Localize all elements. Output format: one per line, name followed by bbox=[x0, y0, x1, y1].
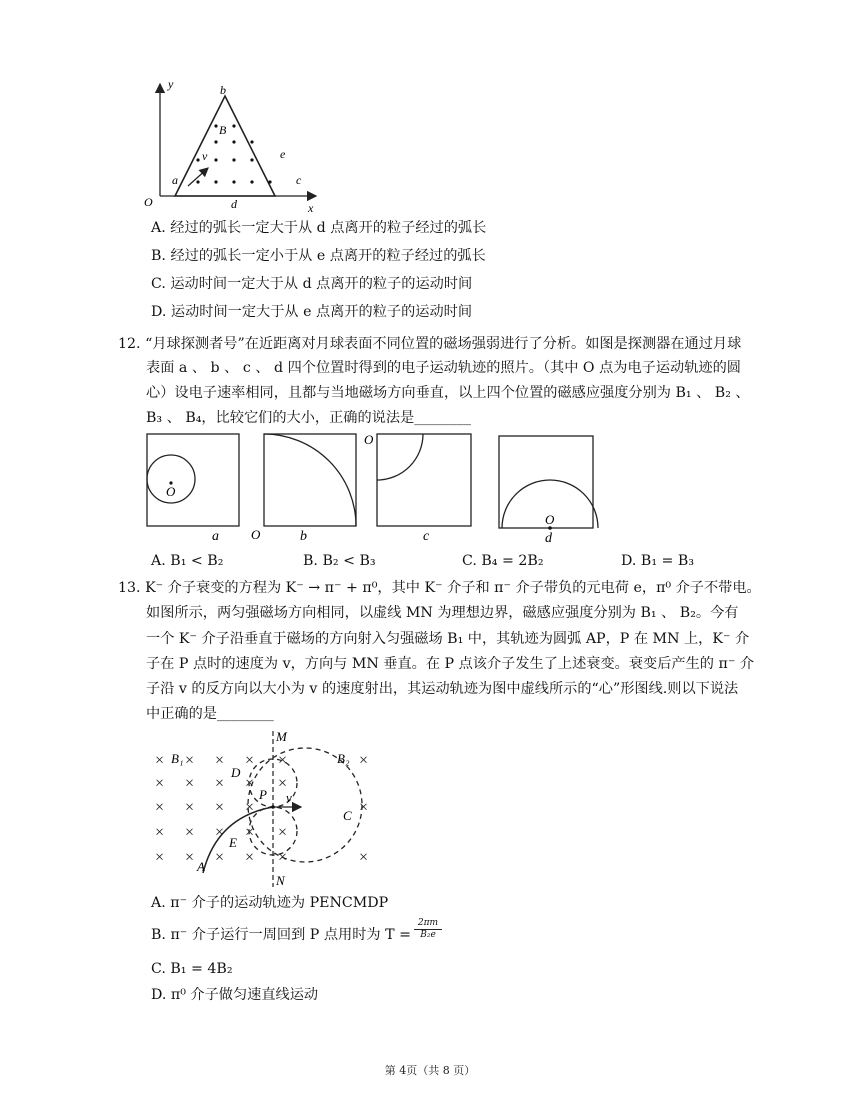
triangle-figure bbox=[140, 76, 330, 216]
svg-text:×: × bbox=[245, 775, 255, 792]
panel-c-label: c bbox=[423, 529, 430, 544]
q12-line-1: 12. “月球探测者号”在近距离对月球表面不同位置的磁场强弱进行了分析。如图是探测器在通过月球 bbox=[118, 336, 742, 352]
q13-option-b: B. π⁻ 介子运行一周回到 P 点用时为 T = bbox=[151, 927, 411, 943]
label-e: e bbox=[280, 147, 286, 161]
svg-text:O: O bbox=[364, 432, 374, 447]
svg-text:×: × bbox=[359, 849, 369, 866]
q11-option-b: B. 经过的弧长一定小于从 e 点离开的粒子经过的弧长 bbox=[151, 248, 486, 264]
svg-text:O: O bbox=[251, 527, 261, 542]
svg-text:O: O bbox=[166, 484, 176, 499]
label-v: v bbox=[202, 149, 208, 163]
label-B: B bbox=[219, 123, 227, 137]
svg-text:×: × bbox=[278, 824, 288, 841]
svg-text:×: × bbox=[155, 824, 165, 841]
q13-figure bbox=[145, 725, 390, 890]
svg-text:×: × bbox=[359, 799, 369, 816]
label-E: E bbox=[229, 835, 237, 850]
q13-line-3: 一个 K⁻ 介子沿垂直于磁场的方向射入匀强磁场 B₁ 中，其轨迹为圆弧 AP，P 在 MN 上，K⁻ 介 bbox=[146, 631, 750, 647]
fraction-numerator: 2πm bbox=[414, 918, 442, 930]
svg-text:×: × bbox=[278, 752, 288, 769]
label-B2: B₂ bbox=[337, 751, 350, 766]
q13-line-1: 13. K⁻ 介子衰变的方程为 K⁻ → π⁻ + π⁰，其中 K⁻ 介子和 π⁻ 介子带负的元电荷 e，π⁰ 介子不带电。 bbox=[118, 580, 761, 596]
q13-line-4: 子在 P 点时的速度为 v，方向与 MN 垂直。在 P 点该介子发生了上述衰变。衰变后产生的 π⁻ 介 bbox=[146, 656, 755, 672]
axis-x-label: x bbox=[308, 201, 314, 215]
q13-line-5: 子沿 v 的反方向以大小为 v 的速度射出，其运动轨迹为图中虚线所示的“心”形图线.则以下说法 bbox=[146, 681, 739, 697]
label-c: c bbox=[296, 173, 302, 187]
label-A: A bbox=[197, 859, 205, 874]
svg-text:O: O bbox=[545, 512, 555, 527]
q13-line-2: 如图所示，两匀强磁场方向相同，以虚线 MN 为理想边界，磁感应强度分别为 B₁ 、 B₂。今有 bbox=[146, 605, 739, 621]
page-footer: 第 4页（共 8 页） bbox=[384, 1064, 476, 1077]
svg-text:×: × bbox=[245, 752, 255, 769]
q12-option-b: B. B₂ < B₃ bbox=[303, 553, 376, 569]
q11-option-c: C. 运动时间一定大于从 d 点离开的粒子的运动时间 bbox=[151, 276, 473, 292]
svg-text:×: × bbox=[215, 799, 225, 816]
origin-label: O bbox=[144, 195, 153, 209]
q13-option-c: C. B₁ = 4B₂ bbox=[151, 961, 233, 977]
axis-y-label: y bbox=[168, 77, 174, 91]
q11-option-a: A. 经过的弧长一定大于从 d 点离开的粒子经过的弧长 bbox=[151, 220, 487, 236]
label-P: P bbox=[259, 787, 267, 802]
svg-text:×: × bbox=[185, 752, 195, 769]
svg-text:×: × bbox=[245, 849, 255, 866]
svg-text:×: × bbox=[215, 775, 225, 792]
svg-text:×: × bbox=[185, 799, 195, 816]
fraction-denominator: B₂e bbox=[420, 930, 436, 940]
q13-option-d: D. π⁰ 介子做匀速直线运动 bbox=[151, 987, 319, 1003]
svg-text:×: × bbox=[185, 775, 195, 792]
svg-text:×: × bbox=[155, 775, 165, 792]
svg-text:×: × bbox=[215, 849, 225, 866]
panel-b-label: b bbox=[300, 529, 307, 544]
svg-text:×: × bbox=[278, 775, 288, 792]
label-v: v bbox=[286, 790, 292, 805]
svg-text:×: × bbox=[359, 752, 369, 769]
q12-figures bbox=[140, 430, 720, 548]
label-a: a bbox=[172, 173, 178, 187]
label-B1: B₁ bbox=[171, 751, 184, 766]
svg-text:×: × bbox=[185, 824, 195, 841]
q12-line-2: 表面 a 、 b 、 c 、 d 四个位置时得到的电子运动轨迹的照片。（其中 O 点为电子运动轨迹的圆 bbox=[146, 360, 741, 376]
label-M: M bbox=[276, 729, 287, 744]
label-C: C bbox=[343, 808, 352, 823]
panel-a-label: a bbox=[212, 529, 219, 544]
q12-line-3: 心）设电子速率相同，且都与当地磁场方向垂直，以上四个位置的磁感应强度分别为 B₁ 、 B₂ 、 bbox=[146, 385, 750, 401]
label-N: N bbox=[276, 873, 285, 888]
q12-option-c: C. B₄ = 2B₂ bbox=[462, 553, 544, 569]
svg-text:×: × bbox=[185, 849, 195, 866]
svg-text:×: × bbox=[155, 849, 165, 866]
label-D: D bbox=[231, 765, 241, 780]
q12-option-d: D. B₁ = B₃ bbox=[621, 553, 695, 569]
svg-text:×: × bbox=[215, 752, 225, 769]
q12-option-a: A. B₁ < B₂ bbox=[151, 553, 224, 569]
q12-line-4: B₃ 、 B₄，比较它们的大小，正确的说法是________ bbox=[146, 410, 471, 426]
period-fraction bbox=[414, 918, 442, 941]
q13-line-6: 中正确的是________ bbox=[146, 706, 274, 722]
q13-option-a: A. π⁻ 介子的运动轨迹为 PENCMDP bbox=[151, 895, 389, 911]
label-b: b bbox=[220, 83, 226, 97]
q11-option-d: D. 运动时间一定大于从 e 点离开的粒子的运动时间 bbox=[151, 304, 473, 320]
label-d: d bbox=[231, 197, 237, 211]
svg-text:×: × bbox=[215, 824, 225, 841]
svg-text:×: × bbox=[245, 824, 255, 841]
svg-text:×: × bbox=[155, 799, 165, 816]
svg-text:×: × bbox=[245, 799, 255, 816]
svg-text:×: × bbox=[155, 752, 165, 769]
panel-d-label: d bbox=[545, 531, 552, 546]
svg-text:×: × bbox=[278, 849, 288, 866]
